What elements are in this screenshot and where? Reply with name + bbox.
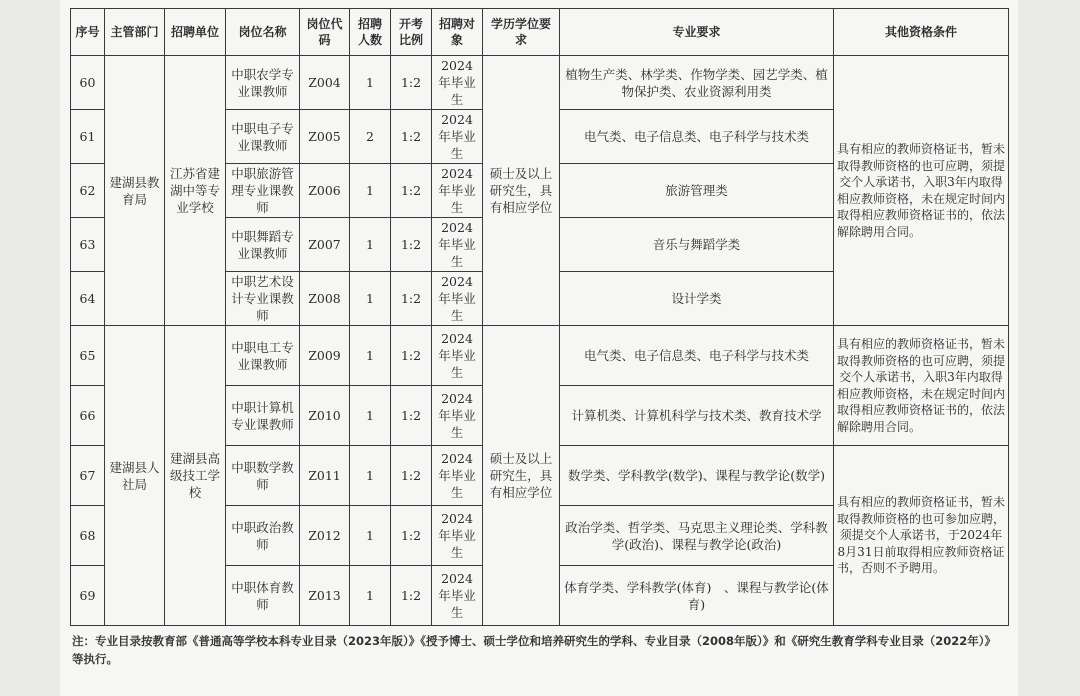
cell-ratio: 1:2	[391, 56, 432, 110]
cell-major: 计算机类、计算机科学与技术类、教育技术学	[560, 386, 834, 446]
cell-post: 中职农学专业课教师	[226, 56, 300, 110]
cell-ratio: 1:2	[391, 218, 432, 272]
cell-dept: 建湖县教育局	[105, 56, 165, 326]
cell-code: Z005	[300, 110, 350, 164]
cell-major: 电气类、电子信息类、电子科学与技术类	[560, 326, 834, 386]
header-target: 招聘对象	[432, 9, 483, 56]
cell-post: 中职电工专业课教师	[226, 326, 300, 386]
cell-code: Z011	[300, 446, 350, 506]
cell-other: 具有相应的教师资格证书，暂未取得教师资格的也可应聘，须提交个人承诺书，入职3年内取得相应教师资格，未在规定时间内取得相应教师资格证书的，依法解除聘用合同。	[834, 56, 1009, 326]
cell-post: 中职电子专业课教师	[226, 110, 300, 164]
cell-major: 旅游管理类	[560, 164, 834, 218]
cell-seq: 62	[71, 164, 105, 218]
cell-seq: 63	[71, 218, 105, 272]
cell-edu: 硕士及以上研究生，具有相应学位	[483, 56, 560, 326]
cell-seq: 67	[71, 446, 105, 506]
cell-code: Z006	[300, 164, 350, 218]
cell-major: 音乐与舞蹈学类	[560, 218, 834, 272]
cell-target: 2024年毕业生	[432, 506, 483, 566]
header-row	[71, 9, 1009, 56]
cell-seq: 60	[71, 56, 105, 110]
cell-ratio: 1:2	[391, 110, 432, 164]
cell-count: 1	[350, 164, 391, 218]
cell-code: Z009	[300, 326, 350, 386]
cell-target: 2024年毕业生	[432, 110, 483, 164]
cell-target: 2024年毕业生	[432, 326, 483, 386]
cell-ratio: 1:2	[391, 164, 432, 218]
cell-unit: 江苏省建湖中等专业学校	[165, 56, 226, 326]
cell-code: Z013	[300, 566, 350, 626]
cell-edu: 硕士及以上研究生，具有相应学位	[483, 326, 560, 626]
cell-seq: 66	[71, 386, 105, 446]
cell-code: Z004	[300, 56, 350, 110]
cell-other: 具有相应的教师资格证书，暂未取得教师资格的也可应聘，须提交个人承诺书，入职3年内取得相应教师资格，未在规定时间内取得相应教师资格证书的，依法解除聘用合同。	[834, 326, 1009, 446]
header-post: 岗位名称	[226, 9, 300, 56]
cell-major: 设计学类	[560, 272, 834, 326]
header-ratio: 开考比例	[391, 9, 432, 56]
cell-count: 1	[350, 506, 391, 566]
cell-seq: 68	[71, 506, 105, 566]
cell-post: 中职政治教师	[226, 506, 300, 566]
cell-count: 2	[350, 110, 391, 164]
cell-major: 数学类、学科教学(数学)、课程与教学论(数学)	[560, 446, 834, 506]
cell-count: 1	[350, 326, 391, 386]
cell-post: 中职艺术设计专业课教师	[226, 272, 300, 326]
cell-post: 中职体育教师	[226, 566, 300, 626]
footnote: 注：专业目录按教育部《普通高等学校本科专业目录（2023年版）》《授予博士、硕士学位和培养研究生的学科、专业目录（2008年版）》和《研究生教育学科专业目录（2022年）》等执行。	[72, 634, 997, 666]
cell-code: Z012	[300, 506, 350, 566]
cell-count: 1	[350, 446, 391, 506]
cell-major: 植物生产类、林学类、作物学类、园艺学类、植物保护类、农业资源利用类	[560, 56, 834, 110]
cell-target: 2024年毕业生	[432, 56, 483, 110]
table-row	[71, 56, 1009, 110]
header-seq: 序号	[71, 9, 105, 56]
header-major: 专业要求	[560, 9, 834, 56]
header-other: 其他资格条件	[834, 9, 1009, 56]
header-code: 岗位代码	[300, 9, 350, 56]
header-count: 招聘人数	[350, 9, 391, 56]
header-unit: 招聘单位	[165, 9, 226, 56]
cell-seq: 69	[71, 566, 105, 626]
cell-target: 2024年毕业生	[432, 386, 483, 446]
cell-count: 1	[350, 218, 391, 272]
cell-code: Z010	[300, 386, 350, 446]
cell-unit: 建湖县高级技工学校	[165, 326, 226, 626]
cell-ratio: 1:2	[391, 446, 432, 506]
cell-seq: 65	[71, 326, 105, 386]
cell-ratio: 1:2	[391, 506, 432, 566]
header-edu: 学历学位要求	[483, 9, 560, 56]
cell-ratio: 1:2	[391, 272, 432, 326]
cell-post: 中职数学教师	[226, 446, 300, 506]
recruitment-table	[70, 8, 1009, 626]
table-row	[71, 326, 1009, 386]
cell-post: 中职旅游管理专业课教师	[226, 164, 300, 218]
cell-major: 电气类、电子信息类、电子科学与技术类	[560, 110, 834, 164]
cell-seq: 61	[71, 110, 105, 164]
cell-target: 2024年毕业生	[432, 446, 483, 506]
cell-count: 1	[350, 56, 391, 110]
header-dept: 主管部门	[105, 9, 165, 56]
cell-target: 2024年毕业生	[432, 218, 483, 272]
cell-target: 2024年毕业生	[432, 566, 483, 626]
cell-major: 政治学类、哲学类、马克思主义理论类、学科教学(政治)、课程与教学论(政治)	[560, 506, 834, 566]
cell-post: 中职计算机专业课教师	[226, 386, 300, 446]
cell-target: 2024年毕业生	[432, 272, 483, 326]
cell-seq: 64	[71, 272, 105, 326]
cell-ratio: 1:2	[391, 386, 432, 446]
cell-count: 1	[350, 566, 391, 626]
cell-count: 1	[350, 386, 391, 446]
cell-ratio: 1:2	[391, 566, 432, 626]
cell-dept: 建湖县人社局	[105, 326, 165, 626]
cell-count: 1	[350, 272, 391, 326]
cell-target: 2024年毕业生	[432, 164, 483, 218]
cell-code: Z007	[300, 218, 350, 272]
cell-post: 中职舞蹈专业课教师	[226, 218, 300, 272]
cell-other: 具有相应的教师资格证书，暂未取得教师资格的也可参加应聘，须提交个人承诺书，于2024年8月31日前取得相应教师资格证书，否则不予聘用。	[834, 446, 1009, 626]
cell-ratio: 1:2	[391, 326, 432, 386]
cell-major: 体育学类、学科教学(体育) 、课程与教学论(体育)	[560, 566, 834, 626]
cell-code: Z008	[300, 272, 350, 326]
